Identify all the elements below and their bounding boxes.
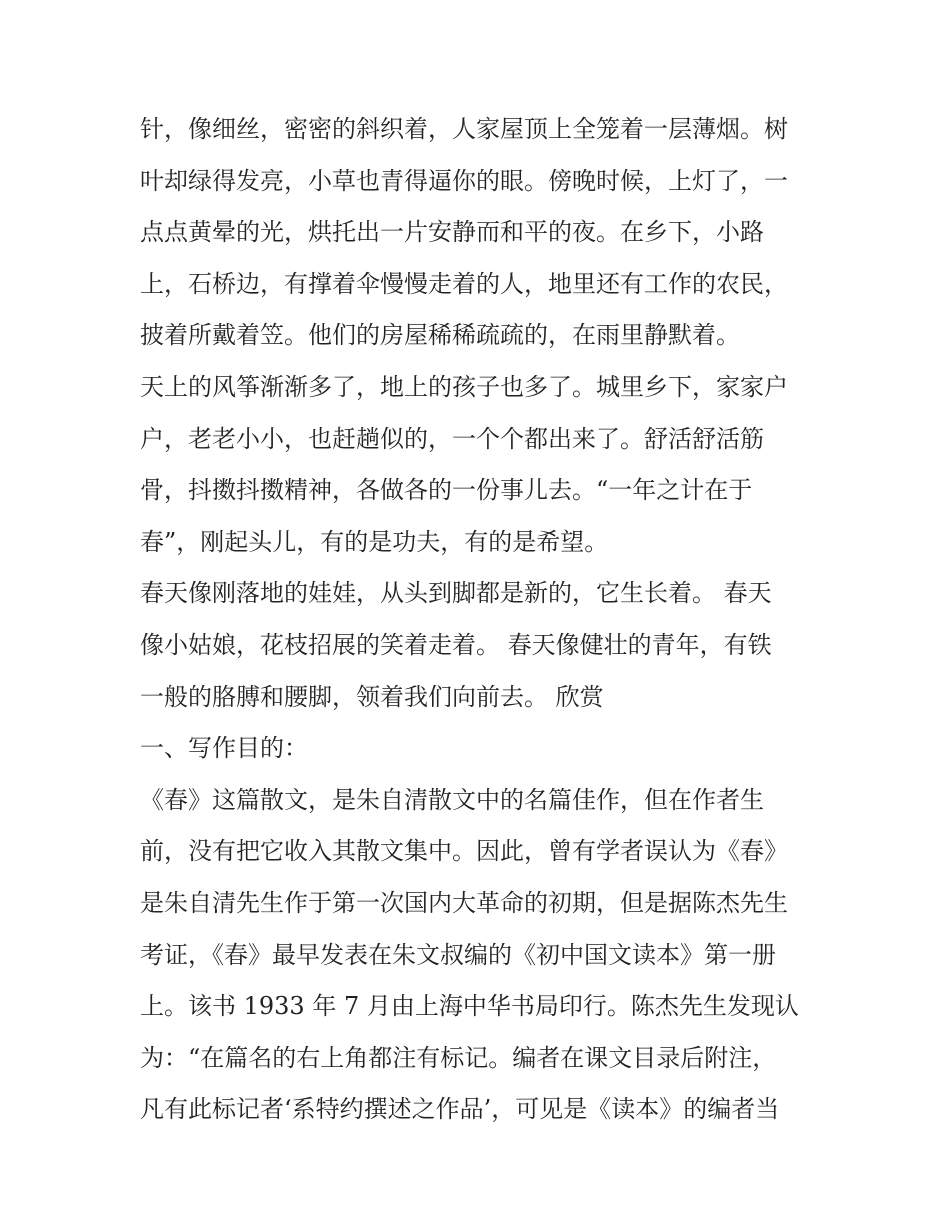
text-line: 是朱自清先生作于第一次国内大革命的初期，但是据陈杰先生	[140, 888, 788, 917]
text-line: 户，老老小小，也赶趟似的，一个个都出来了。舒活舒活筋	[140, 424, 764, 453]
text-line: 一般的胳膊和腰脚，领着我们向前去。 欣赏	[140, 682, 604, 711]
text-line: 点点黄晕的光，烘托出一片安静而和平的夜。在乡下，小路	[140, 218, 764, 247]
text-line: 天上的风筝渐渐多了，地上的孩子也多了。城里乡下，家家户	[140, 372, 788, 401]
text-line: 春”，刚起头儿，有的是功夫，有的是希望。	[140, 527, 609, 556]
text-line: 春天像刚落地的娃娃，从头到脚都是新的，它生长着。 春天	[140, 579, 772, 608]
text-line: 考证，《春》最早发表在朱文叔编的《初中国文读本》第一册	[140, 940, 776, 969]
body-text	[140, 104, 820, 1136]
text-line: 前，没有把它收入其散文集中。因此，曾有学者误认为《春》	[140, 837, 788, 866]
text-line: 针，像细丝，密密的斜织着，人家屋顶上全笼着一层薄烟。树	[140, 115, 788, 143]
text-line: 凡有此标记者‘系特约撰述之作品’，可见是《读本》的编者当	[140, 1095, 780, 1124]
text-line: 《春》这篇散文，是朱自清散文中的名篇佳作，但在作者生	[140, 785, 764, 814]
section-heading: 一、写作目的：	[140, 734, 308, 763]
text-line: 披着所戴着笠。他们的房屋稀稀疏疏的，在雨里静默着。	[140, 321, 740, 350]
text-line: 上。该书 1933 年 7 月由上海中华书局印行。陈杰先生发现认	[140, 992, 799, 1021]
text-line: 骨，抖擞抖擞精神，各做各的一份事儿去。“一年之计在于	[140, 476, 753, 505]
text-line: 上，石桥边，有撑着伞慢慢走着的人，地里还有工作的农民，	[140, 269, 788, 298]
text-line: 像小姑娘，花枝招展的笑着走着。 春天像健壮的青年，有铁	[140, 630, 772, 659]
text-line: 叶却绿得发亮，小草也青得逼你的眼。傍晚时候，上灯了，一	[140, 166, 788, 195]
text-line: 为：“在篇名的右上角都注有标记。编者在课文目录后附注，	[140, 1043, 777, 1072]
